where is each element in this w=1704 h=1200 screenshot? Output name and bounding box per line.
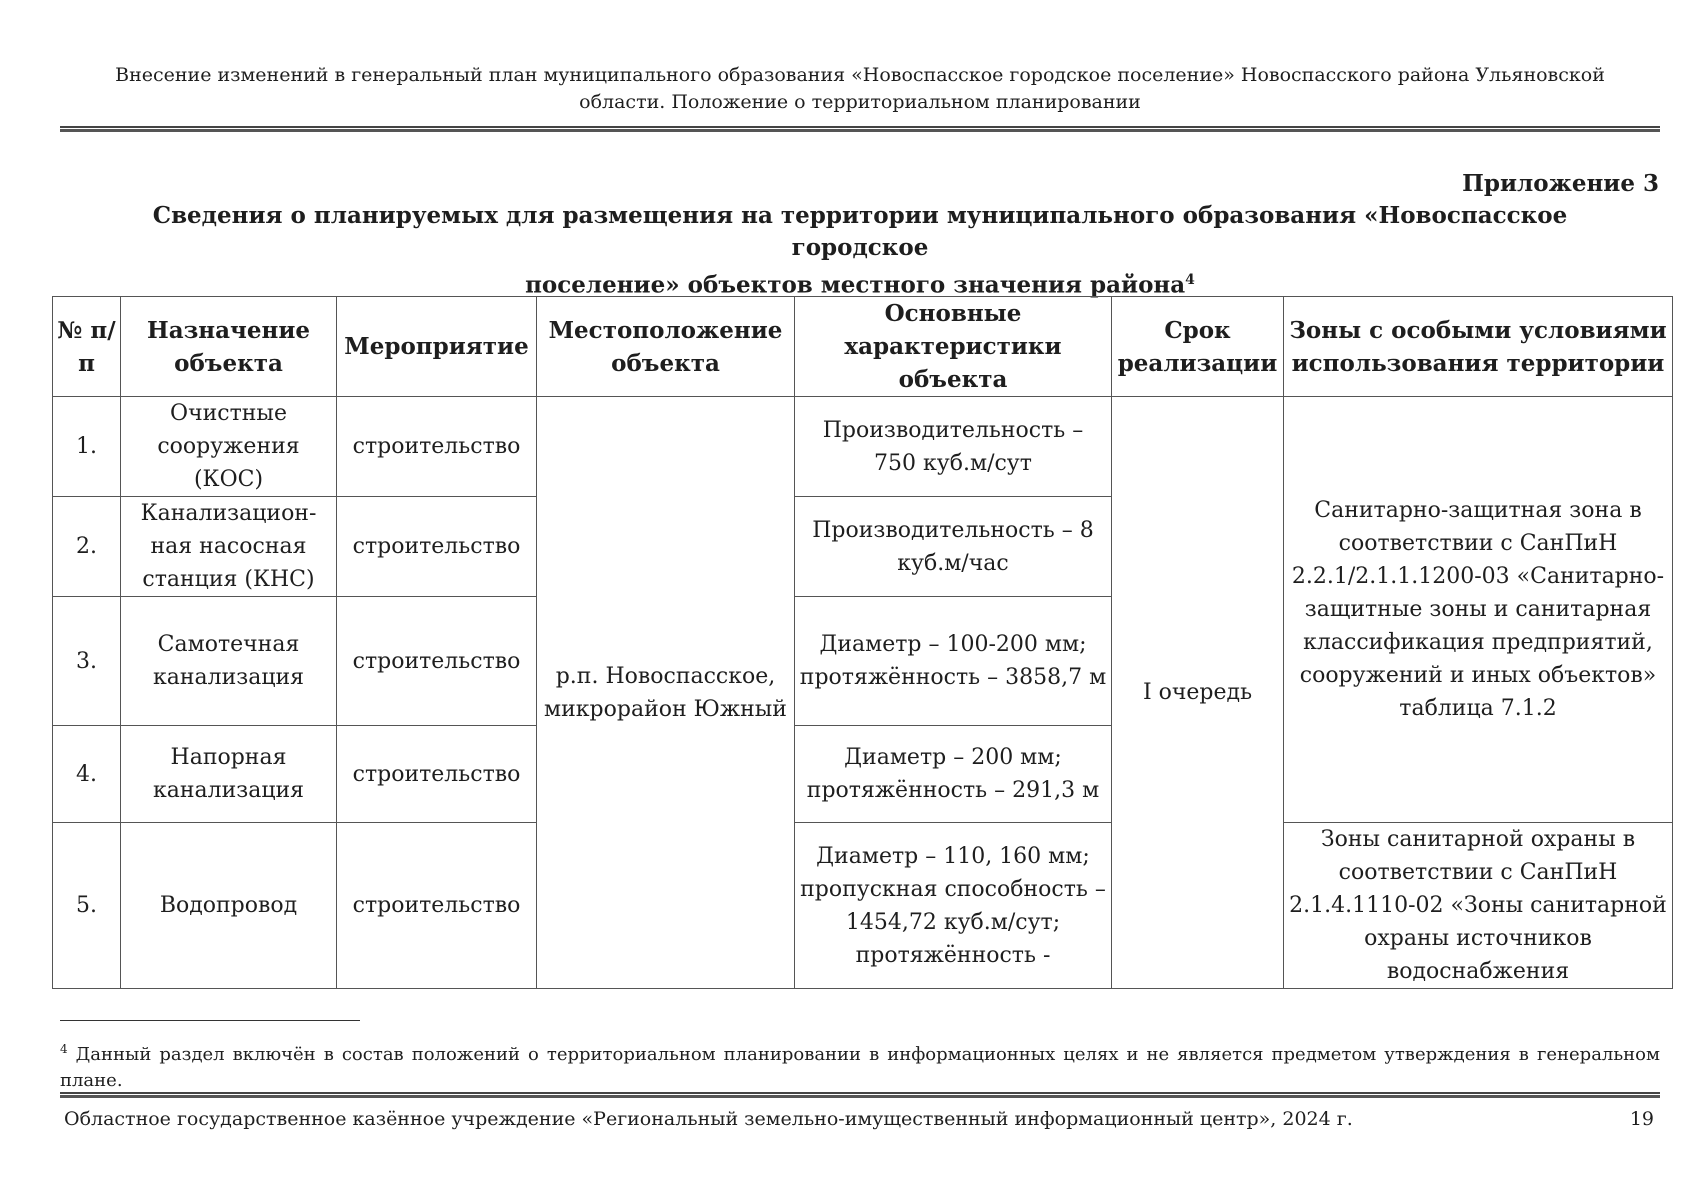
row-purpose: Очистные сооружения (КОС) — [121, 397, 337, 497]
footnote-mark: 4 — [60, 1042, 68, 1056]
header-action: Мероприятие — [337, 297, 537, 397]
document-footer — [64, 1108, 1654, 1130]
title-line-2-text: поселение» объектов местного значения района — [525, 271, 1186, 299]
row-num: 5. — [53, 823, 121, 989]
header-rule — [60, 126, 1660, 132]
header-line-1: Внесение изменений в генеральный план муниципального образования «Новоспасское городское поселение» Новоспасского района Ульяновской — [115, 64, 1605, 86]
header-zones: Зоны с особыми условиями использования территории — [1284, 297, 1673, 397]
row-characteristics: Производительность – 750 куб.м/сут — [795, 397, 1112, 497]
header-purpose: Назначение объекта — [121, 297, 337, 397]
row-purpose: Напорная канализация — [121, 726, 337, 823]
header-location: Местоположение объекта — [537, 297, 795, 397]
header-term: Срок реализации — [1112, 297, 1284, 397]
table-header-row — [53, 297, 1673, 397]
row-num: 3. — [53, 597, 121, 726]
row-characteristics: Диаметр – 100-200 мм; протяжённость – 3858,7 м — [795, 597, 1112, 726]
term-cell: I очередь — [1112, 397, 1284, 989]
footnote — [60, 1036, 1660, 1094]
row-action: строительство — [337, 497, 537, 597]
page-number: 19 — [1629, 1108, 1654, 1130]
row-action: строительство — [337, 397, 537, 497]
row-characteristics: Диаметр – 200 мм; протяжённость – 291,3 м — [795, 726, 1112, 823]
footnote-divider — [60, 1020, 360, 1021]
table-row — [53, 823, 1673, 989]
sanitary-zone-cell: Санитарно-защитная зона в соответствии с СанПиН 2.2.1/2.1.1.1200-03 «Санитарно-защитные зоны и санитарная классификация предприятий, сооружений и иных объектов» таблица 7.1.2 — [1284, 397, 1673, 823]
table-row — [53, 397, 1673, 497]
row-purpose: Самотечная канализация — [121, 597, 337, 726]
document-header — [60, 62, 1660, 116]
title-footnote-mark: 4 — [1185, 272, 1195, 288]
appendix-label: Приложение 3 — [1462, 170, 1659, 197]
row-purpose: Водопровод — [121, 823, 337, 989]
header-num: № п/п — [53, 297, 121, 397]
title-line-1: Сведения о планируемых для размещения на территории муниципального образования «Новоспасское городское — [152, 202, 1568, 261]
row-num: 1. — [53, 397, 121, 497]
row-action: строительство — [337, 597, 537, 726]
row-characteristics: Производительность – 8 куб.м/час — [795, 497, 1112, 597]
objects-table — [52, 296, 1673, 989]
footer-rule — [60, 1092, 1660, 1098]
row-characteristics: Диаметр – 110, 160 мм; пропускная способность – 1454,72 куб.м/сут; протяжённость - — [795, 823, 1112, 989]
section-title — [120, 200, 1600, 302]
water-zone-cell: Зоны санитарной охраны в соответствии с СанПиН 2.1.4.1110-02 «Зоны санитарной охраны источников водоснабжения — [1284, 823, 1673, 989]
row-num: 2. — [53, 497, 121, 597]
row-action: строительство — [337, 823, 537, 989]
row-action: строительство — [337, 726, 537, 823]
header-characteristics: Основные характеристики объекта — [795, 297, 1112, 397]
location-cell: р.п. Новоспасское, микрорайон Южный — [537, 397, 795, 989]
row-num: 4. — [53, 726, 121, 823]
footnote-text: Данный раздел включён в состав положений о территориальном планировании в информационных целях и не является предметом утверждения в генеральном плане. — [60, 1044, 1660, 1091]
footer-organization: Областное государственное казённое учреждение «Региональный земельно-имущественный информационный центр», 2024 г. — [64, 1108, 1353, 1130]
row-purpose: Канализацион-ная насосная станция (КНС) — [121, 497, 337, 597]
header-line-2: области. Положение о территориальном планировании — [579, 91, 1141, 113]
